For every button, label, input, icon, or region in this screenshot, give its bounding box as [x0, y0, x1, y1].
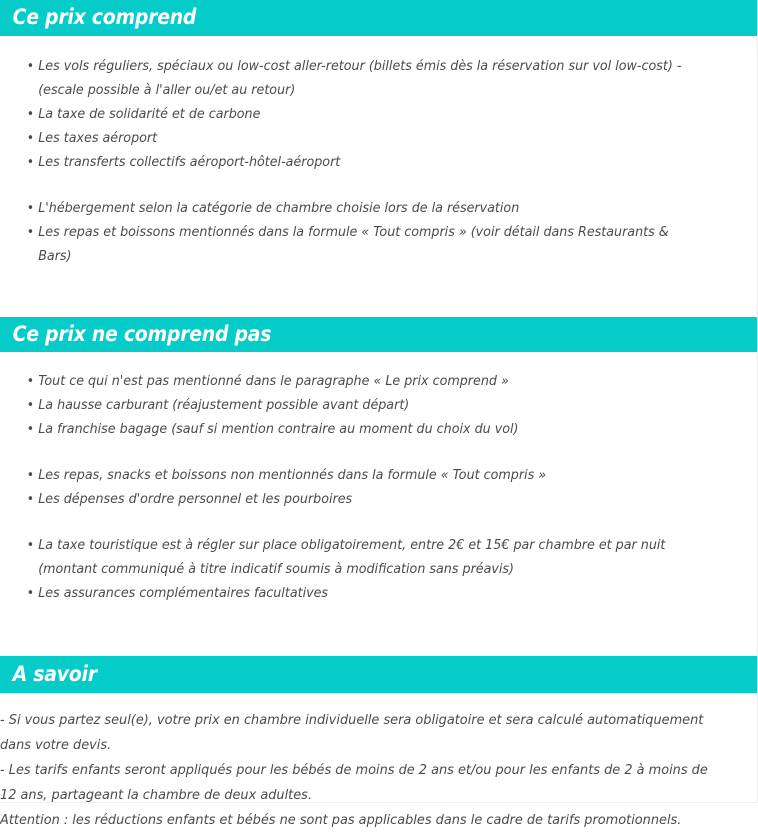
- paragraph: Attention : les réductions enfants et bébés ne sont pas applicables dans le cadre de tarifs promotionnels.: [0, 813, 682, 828]
- list-item: • Tout ce qui n'est pas mentionné dans le paragraphe « Le prix comprend »: [0, 370, 723, 394]
- good-to-know-body: [0, 708, 757, 833]
- spacer-after-not-included-list: [0, 606, 757, 656]
- list-item: • L'hébergement selon la catégorie de chambre choisie lors de la réservation: [0, 197, 723, 221]
- list-item: • La taxe de solidarité et de carbone: [0, 103, 723, 127]
- included-list: [0, 55, 757, 269]
- section-header-included: [0, 0, 757, 36]
- list-item: • Les dépenses d'ordre personnel et les pourboires: [0, 488, 723, 512]
- paragraph: - Les tarifs enfants seront appliqués pour les bébés de moins de 2 ans et/ou pour les enfants de 2 à moins de 12 ans, partageant la chambre de deux adultes.: [0, 763, 708, 803]
- section-title-not-included: Ce prix ne comprend pas: [12, 321, 272, 346]
- list-item: • La hausse carburant (réajustement possible avant départ): [0, 394, 723, 418]
- section-title-included: Ce prix comprend: [12, 5, 197, 30]
- list-item: • Les assurances complémentaires facultatives: [0, 582, 723, 606]
- list-item: • Les taxes aéroport: [0, 127, 723, 151]
- section-header-not-included: [0, 317, 757, 352]
- section-header-good-to-know: [0, 656, 757, 693]
- spacer-after-included-header: [0, 36, 757, 55]
- list-item: • Les repas, snacks et boissons non mentionnés dans la formule « Tout compris »: [0, 464, 723, 488]
- spacer-after-good-to-know-header: [0, 693, 757, 708]
- not-included-list: [0, 370, 757, 606]
- list-item: • Les repas et boissons mentionnés dans la formule « Tout compris » (voir détail dans Restaurants & Bars): [0, 221, 723, 269]
- list-item: • Les vols réguliers, spéciaux ou low-cost aller-retour (billets émis dès la réservation sur vol low-cost) - (escale possible à l'aller ou/et au retour): [0, 55, 723, 103]
- list-item: • Les transferts collectifs aéroport-hôtel-aéroport: [0, 151, 723, 175]
- list-item: • La franchise bagage (sauf si mention contraire au moment du choix du vol): [0, 418, 723, 442]
- spacer-after-not-included-header: [0, 352, 757, 370]
- spacer-after-included-list: [0, 269, 757, 317]
- paragraph: - Si vous partez seul(e), votre prix en chambre individuelle sera obligatoire et sera calculé automatiquement dans votre devis.: [0, 713, 704, 753]
- section-title-good-to-know: A savoir: [12, 661, 97, 686]
- list-item: • La taxe touristique est à régler sur place obligatoirement, entre 2€ et 15€ par chambre et par nuit (montant communiqué à titre indicatif soumis à modification sans préavis): [0, 534, 723, 582]
